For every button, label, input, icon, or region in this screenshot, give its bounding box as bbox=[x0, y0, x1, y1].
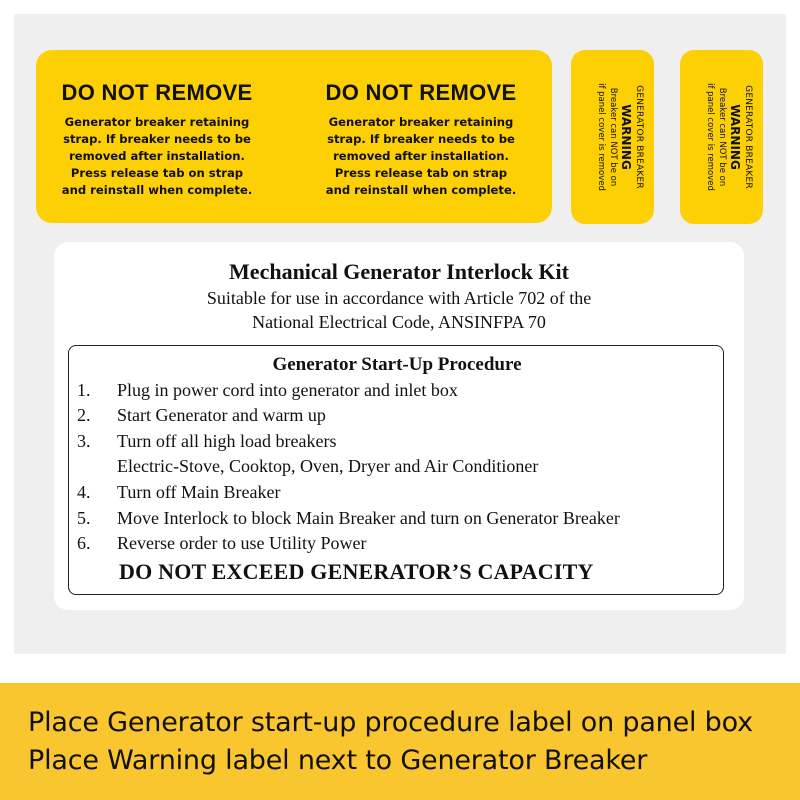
banner-line: Place Generator start-up procedure label on panel box bbox=[28, 707, 753, 738]
do-not-remove-line: Press release tab on strap bbox=[334, 166, 508, 180]
step-text: Reverse order to use Utility Power bbox=[117, 533, 367, 553]
warning-tag-line: Breaker can NOT be on bbox=[607, 87, 618, 187]
warning-tag-line: if panel cover is removed bbox=[704, 83, 715, 191]
warning-tag-heading: WARNING bbox=[727, 104, 742, 170]
warning-tag bbox=[571, 50, 654, 224]
step-number: 2. bbox=[77, 405, 91, 425]
warning-tag-line: if panel cover is removed bbox=[595, 83, 606, 191]
warning-tag-heading: WARNING bbox=[618, 104, 633, 170]
label-subtitle: Suitable for use in accordance with Article 702 of the bbox=[206, 288, 592, 308]
do-not-remove-line: Press release tab on strap bbox=[70, 166, 244, 180]
instruction-banner bbox=[0, 683, 800, 800]
label-subtitle: National Electrical Code, ANSINFPA 70 bbox=[252, 312, 546, 332]
step-number: 5. bbox=[77, 508, 91, 528]
do-not-remove-line: and reinstall when complete. bbox=[61, 183, 253, 197]
label-title: Mechanical Generator Interlock Kit bbox=[229, 259, 569, 284]
step-text: Turn off all high load breakers bbox=[117, 431, 337, 451]
warning-tag-text bbox=[690, 62, 754, 212]
do-not-remove-line: and reinstall when complete. bbox=[325, 183, 517, 197]
do-not-remove-label bbox=[52, 80, 262, 199]
procedure-title: Generator Start-Up Procedure bbox=[272, 354, 522, 375]
step-number: 4. bbox=[77, 482, 91, 502]
step-number: 6. bbox=[77, 533, 91, 553]
do-not-remove-heading: DO NOT REMOVE bbox=[325, 80, 517, 105]
do-not-remove-line: removed after installation. bbox=[69, 149, 245, 163]
do-not-remove-line: strap. If breaker needs to be bbox=[63, 132, 251, 146]
do-not-remove-line: removed after installation. bbox=[333, 149, 509, 163]
procedure-box bbox=[68, 345, 724, 595]
warning-tag-line: Breaker can NOT be on bbox=[716, 87, 727, 187]
do-not-remove-strip bbox=[36, 50, 552, 223]
step-text: Move Interlock to block Main Breaker and turn on Generator Breaker bbox=[117, 508, 620, 528]
do-not-remove-heading: DO NOT REMOVE bbox=[61, 80, 253, 105]
do-not-remove-label bbox=[311, 80, 531, 199]
step-continuation: Electric-Stove, Cooktop, Oven, Dryer and Air Conditioner bbox=[117, 456, 539, 476]
warning-tag-text bbox=[581, 62, 645, 212]
step-number: 1. bbox=[77, 380, 91, 400]
step-number: 3. bbox=[77, 431, 91, 451]
warning-tag-title: GENERATOR BREAKER bbox=[633, 85, 644, 189]
banner-line: Place Warning label next to Generator Breaker bbox=[28, 745, 648, 776]
warning-tag bbox=[680, 50, 763, 224]
step-text: Plug in power cord into generator and inlet box bbox=[117, 380, 458, 400]
do-not-remove-line: strap. If breaker needs to be bbox=[327, 132, 515, 146]
do-not-remove-line: Generator breaker retaining bbox=[328, 115, 514, 129]
step-text: Start Generator and warm up bbox=[117, 405, 326, 425]
do-not-remove-line: Generator breaker retaining bbox=[64, 115, 250, 129]
step-text: Turn off Main Breaker bbox=[117, 482, 281, 502]
warning-tag-title: GENERATOR BREAKER bbox=[742, 85, 753, 189]
capacity-warning: DO NOT EXCEED GENERATOR’S CAPACITY bbox=[119, 559, 594, 584]
